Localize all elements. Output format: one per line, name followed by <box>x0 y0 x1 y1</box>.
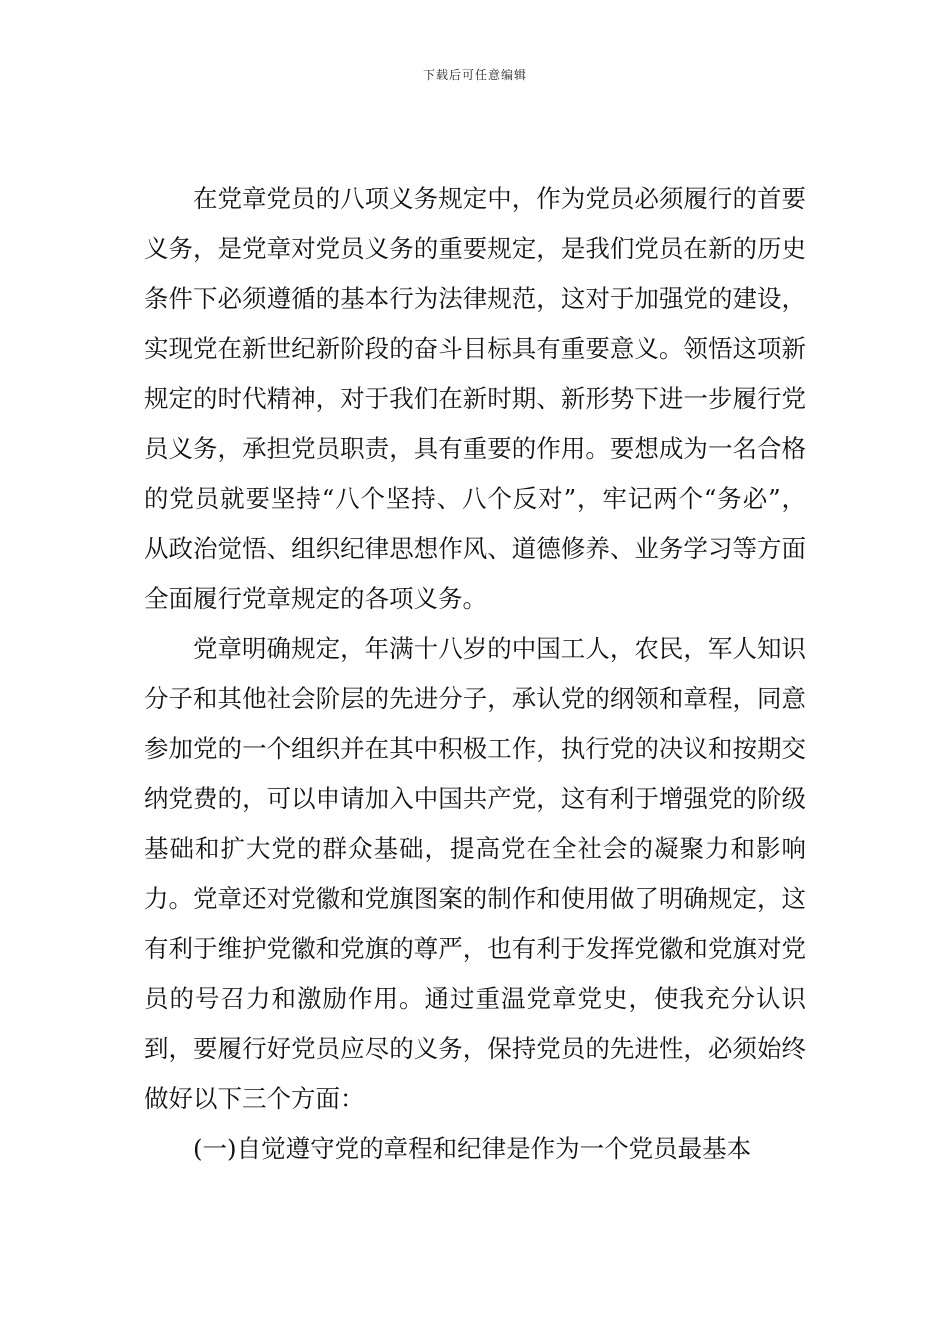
paragraph-2: 党章明确规定，年满十八岁的中国工人，农民，军人知识分子和其他社会阶层的先进分子，承认党的纲领和章程，同意参加党的一个组织并在其中积极工作，执行党的决议和按期交纳党费的，可以申请加入中国共产党，这有利于增强党的阶级基础和扩大党的群众基础，提高党在全社会的凝聚力和影响力。党章还对党徽和党旗图案的制作和使用做了明确规定，这有利于维护党徽和党旗的尊严，也有利于发挥党徽和党旗对党员的号召力和激励作用。通过重温党章党史，使我充分认识到，要履行好党员应尽的义务，保持党员的先进性，必须始终做好以下三个方面： <box>144 634 806 1113</box>
page-header: 下载后可任意编辑 <box>422 68 527 82</box>
paragraph-1: 在党章党员的八项义务规定中，作为党员必须履行的首要义务，是党章对党员义务的重要规定，是我们党员在新的历史条件下必须遵循的基本行为法律规范，这对于加强党的建设，实现党在新世纪新阶段的奋斗目标具有重要意义。领悟这项新规定的时代精神，对于我们在新时期、新形势下进一步履行党员义务，承担党员职责，具有重要的作用。要想成为一名合格的党员就要坚持“八个坚持、八个反对”，牢记两个“务必”，从政治觉悟、组织纪律思想作风、道德修养、业务学习等方面全面履行党章规定的各项义务。 <box>144 184 806 613</box>
paragraph-3: (一)自觉遵守党的章程和纪律是作为一个党员最基本 <box>193 1134 752 1163</box>
document-body <box>144 174 806 1174</box>
